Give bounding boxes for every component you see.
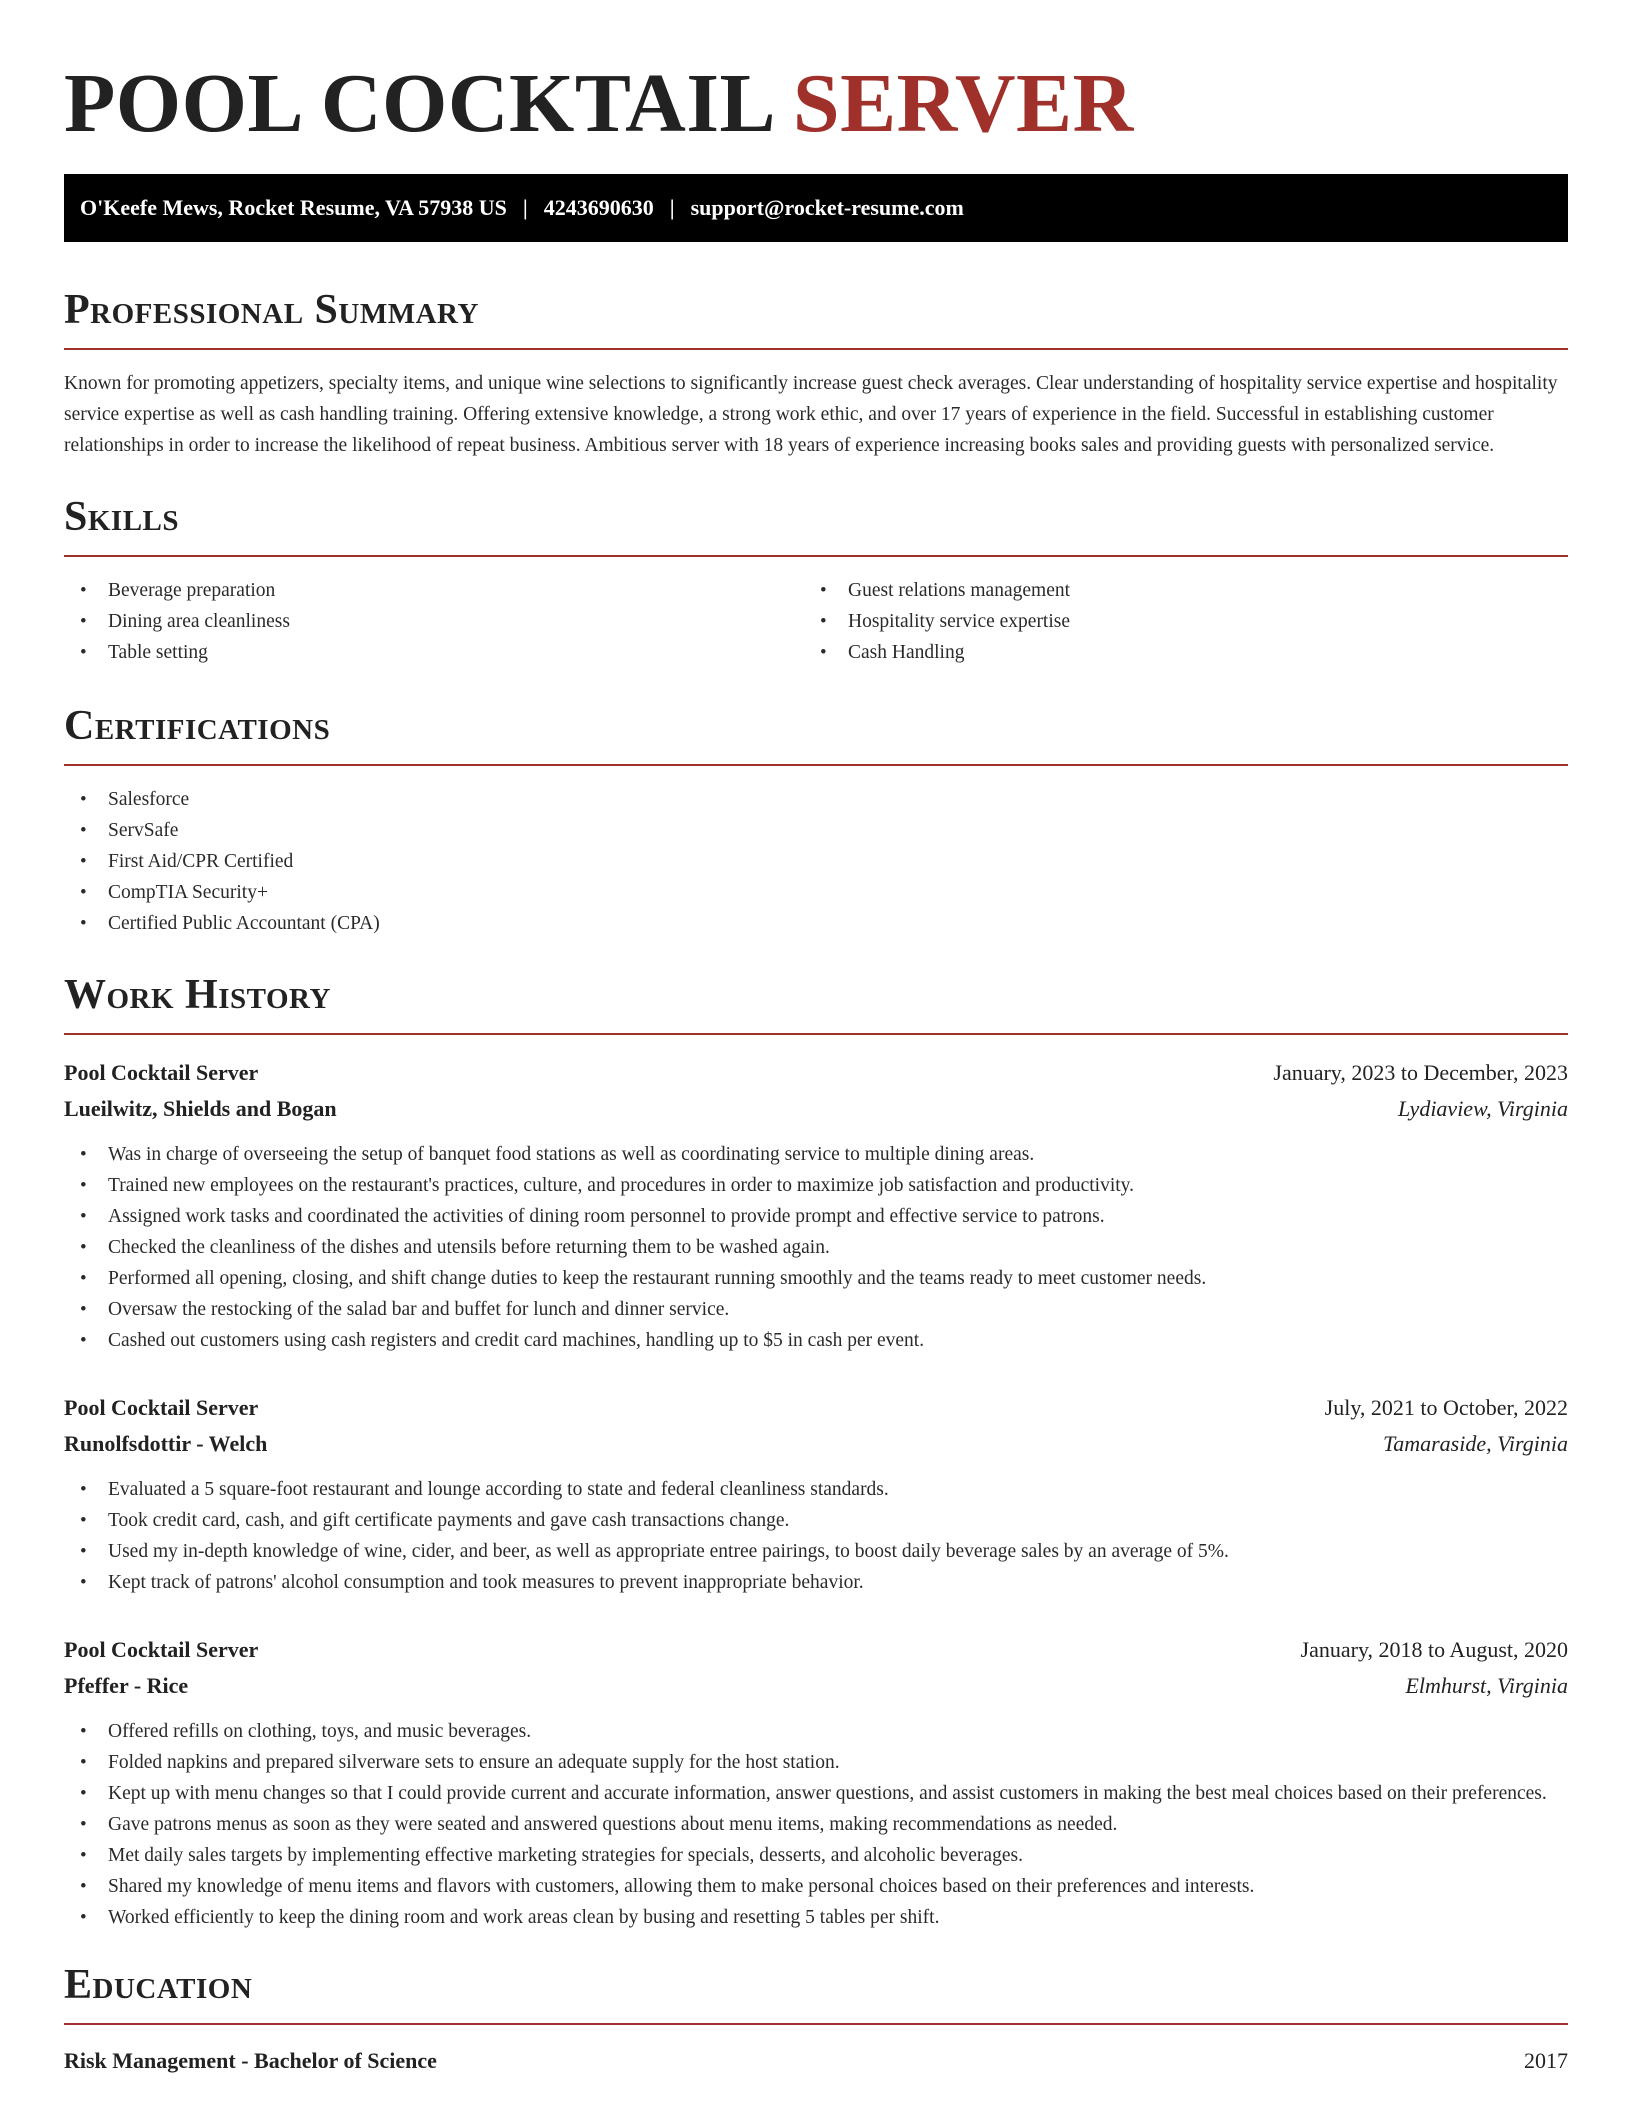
contact-address: O'Keefe Mews, Rocket Resume, VA 57938 US (80, 195, 507, 220)
skill-item: • Beverage preparation (64, 575, 804, 606)
section-heading-summary: Professional Summary (64, 287, 479, 333)
contact-separator: | (522, 195, 528, 220)
job-company: Runolfsdottir - Welch (64, 1431, 268, 1456)
section-heading-work-history: Work History (64, 972, 331, 1018)
job-company-row (64, 1091, 1568, 1127)
contact-phone[interactable]: 4243690630 (543, 195, 654, 220)
certification-item: • CompTIA Security+ (64, 877, 1568, 908)
job-duty: • Performed all opening, closing, and shift change duties to keep the restaurant running smoothly and the teams ready to meet customer needs. (64, 1263, 1568, 1294)
section-divider (64, 555, 1568, 557)
job-company-row (64, 1426, 1568, 1462)
section-divider (64, 348, 1568, 350)
job-duty: • Offered refills on clothing, toys, and music beverages. (64, 1716, 1568, 1747)
job-dates: January, 2023 to December, 2023 (1273, 1060, 1568, 1085)
certifications-section (64, 702, 1568, 939)
job-location: Tamaraside, Virginia (1383, 1431, 1568, 1456)
education-year: 2017 (1524, 2048, 1568, 2073)
title-accent: SERVER (792, 57, 1134, 150)
job-duty: • Kept track of patrons' alcohol consumption and took measures to prevent inappropriate behavior. (64, 1567, 1568, 1598)
job-company: Lueilwitz, Shields and Bogan (64, 1096, 337, 1121)
job-duty: • Met daily sales targets by implementing effective marketing strategies for specials, desserts, and alcoholic beverages. (64, 1840, 1568, 1871)
certification-item: • First Aid/CPR Certified (64, 846, 1568, 877)
job-entry (64, 1632, 1568, 1933)
job-dates: January, 2018 to August, 2020 (1300, 1637, 1568, 1662)
section-heading-education: Education (64, 1962, 253, 2008)
skills-grid (64, 575, 1568, 668)
job-company: Pfeffer - Rice (64, 1673, 189, 1698)
title-main: POOL COCKTAIL (64, 57, 772, 150)
job-duties-list (64, 1716, 1568, 1933)
job-duty: • Took credit card, cash, and gift certificate payments and gave cash transactions change. (64, 1505, 1568, 1536)
job-duty: • Folded napkins and prepared silverware sets to ensure an adequate supply for the host station. (64, 1747, 1568, 1778)
job-duties-list (64, 1474, 1568, 1598)
skill-item: • Cash Handling (804, 637, 1544, 668)
education-degree: Risk Management - Bachelor of Science (64, 2048, 437, 2073)
skill-item: • Hospitality service expertise (804, 606, 1544, 637)
job-header-row (64, 1390, 1568, 1426)
summary-text: Known for promoting appetizers, specialty items, and unique wine selections to significantly increase guest check averages. Clear understanding of hospitality service expertise and hospitality service expertise as well as cash handling training. Offering extensive knowledge, a strong work ethic, and over 17 years of experience in the field. Successful in establishing customer relationships in order to increase the likelihood of repeat business. Ambitious server with 18 years of experience increasing books sales and providing guests with personalized service. (64, 373, 1558, 456)
skill-item: • Guest relations management (804, 575, 1544, 606)
job-location: Elmhurst, Virginia (1405, 1673, 1568, 1698)
job-duty: • Evaluated a 5 square-foot restaurant and lounge according to state and federal cleanliness standards. (64, 1474, 1568, 1505)
job-duty: • Shared my knowledge of menu items and flavors with customers, allowing them to make personal choices based on their preferences and interests. (64, 1871, 1568, 1902)
job-title: Pool Cocktail Server (64, 1395, 259, 1420)
section-divider (64, 1033, 1568, 1035)
job-location: Lydiaview, Virginia (1397, 1096, 1568, 1121)
education-section (64, 1961, 1568, 2077)
certification-item: • ServSafe (64, 815, 1568, 846)
contact-separator: | (669, 195, 675, 220)
skill-item: • Dining area cleanliness (64, 606, 804, 637)
skills-section (64, 493, 1568, 668)
skills-list-right (804, 575, 1544, 668)
job-duty: • Assigned work tasks and coordinated the activities of dining room personnel to provide prompt and effective service to patrons. (64, 1201, 1568, 1232)
job-duty: • Kept up with menu changes so that I could provide current and accurate information, answer questions, and assist customers in making the best meal choices based on their preferences. (64, 1778, 1568, 1809)
job-duty: • Trained new employees on the restaurant's practices, culture, and procedures in order to maximize job satisfaction and productivity. (64, 1170, 1568, 1201)
job-duty: • Oversaw the restocking of the salad bar and buffet for lunch and dinner service. (64, 1294, 1568, 1325)
job-title: Pool Cocktail Server (64, 1637, 259, 1662)
education-entry (64, 2045, 1568, 2077)
job-duty: • Cashed out customers using cash registers and credit card machines, handling up to $5 in cash per event. (64, 1325, 1568, 1356)
skills-list-left (64, 575, 804, 668)
job-duty: • Used my in-depth knowledge of wine, cider, and beer, as well as appropriate entree pairings, to boost daily beverage sales by an average of 5%. (64, 1536, 1568, 1567)
job-duty: • Checked the cleanliness of the dishes and utensils before returning them to be washed again. (64, 1232, 1568, 1263)
job-duty: • Worked efficiently to keep the dining room and work areas clean by busing and resetting 5 tables per shift. (64, 1902, 1568, 1933)
skill-item: • Table setting (64, 637, 804, 668)
job-header-row (64, 1632, 1568, 1668)
resume-page (64, 0, 1568, 2077)
summary-section (64, 286, 1568, 461)
certifications-list (64, 784, 1568, 939)
contact-bar (64, 174, 1568, 242)
certification-item: • Salesforce (64, 784, 1568, 815)
job-header-row (64, 1055, 1568, 1091)
certification-item: • Certified Public Accountant (CPA) (64, 908, 1568, 939)
job-entry (64, 1055, 1568, 1356)
job-dates: July, 2021 to October, 2022 (1324, 1395, 1568, 1420)
job-duty: • Was in charge of overseeing the setup of banquet food stations as well as coordinating service to multiple dining areas. (64, 1139, 1568, 1170)
section-heading-skills: Skills (64, 494, 180, 540)
section-divider (64, 764, 1568, 766)
contact-email[interactable]: support@rocket-resume.com (690, 195, 964, 220)
job-duties-list (64, 1139, 1568, 1356)
section-divider (64, 2023, 1568, 2025)
job-title: Pool Cocktail Server (64, 1060, 259, 1085)
work-history-section (64, 971, 1568, 1933)
job-company-row (64, 1668, 1568, 1704)
job-entry (64, 1390, 1568, 1598)
job-duty: • Gave patrons menus as soon as they were seated and answered questions about menu items, making recommendations as needed. (64, 1809, 1568, 1840)
section-heading-certifications: Certifications (64, 703, 331, 749)
resume-title (64, 58, 1568, 150)
